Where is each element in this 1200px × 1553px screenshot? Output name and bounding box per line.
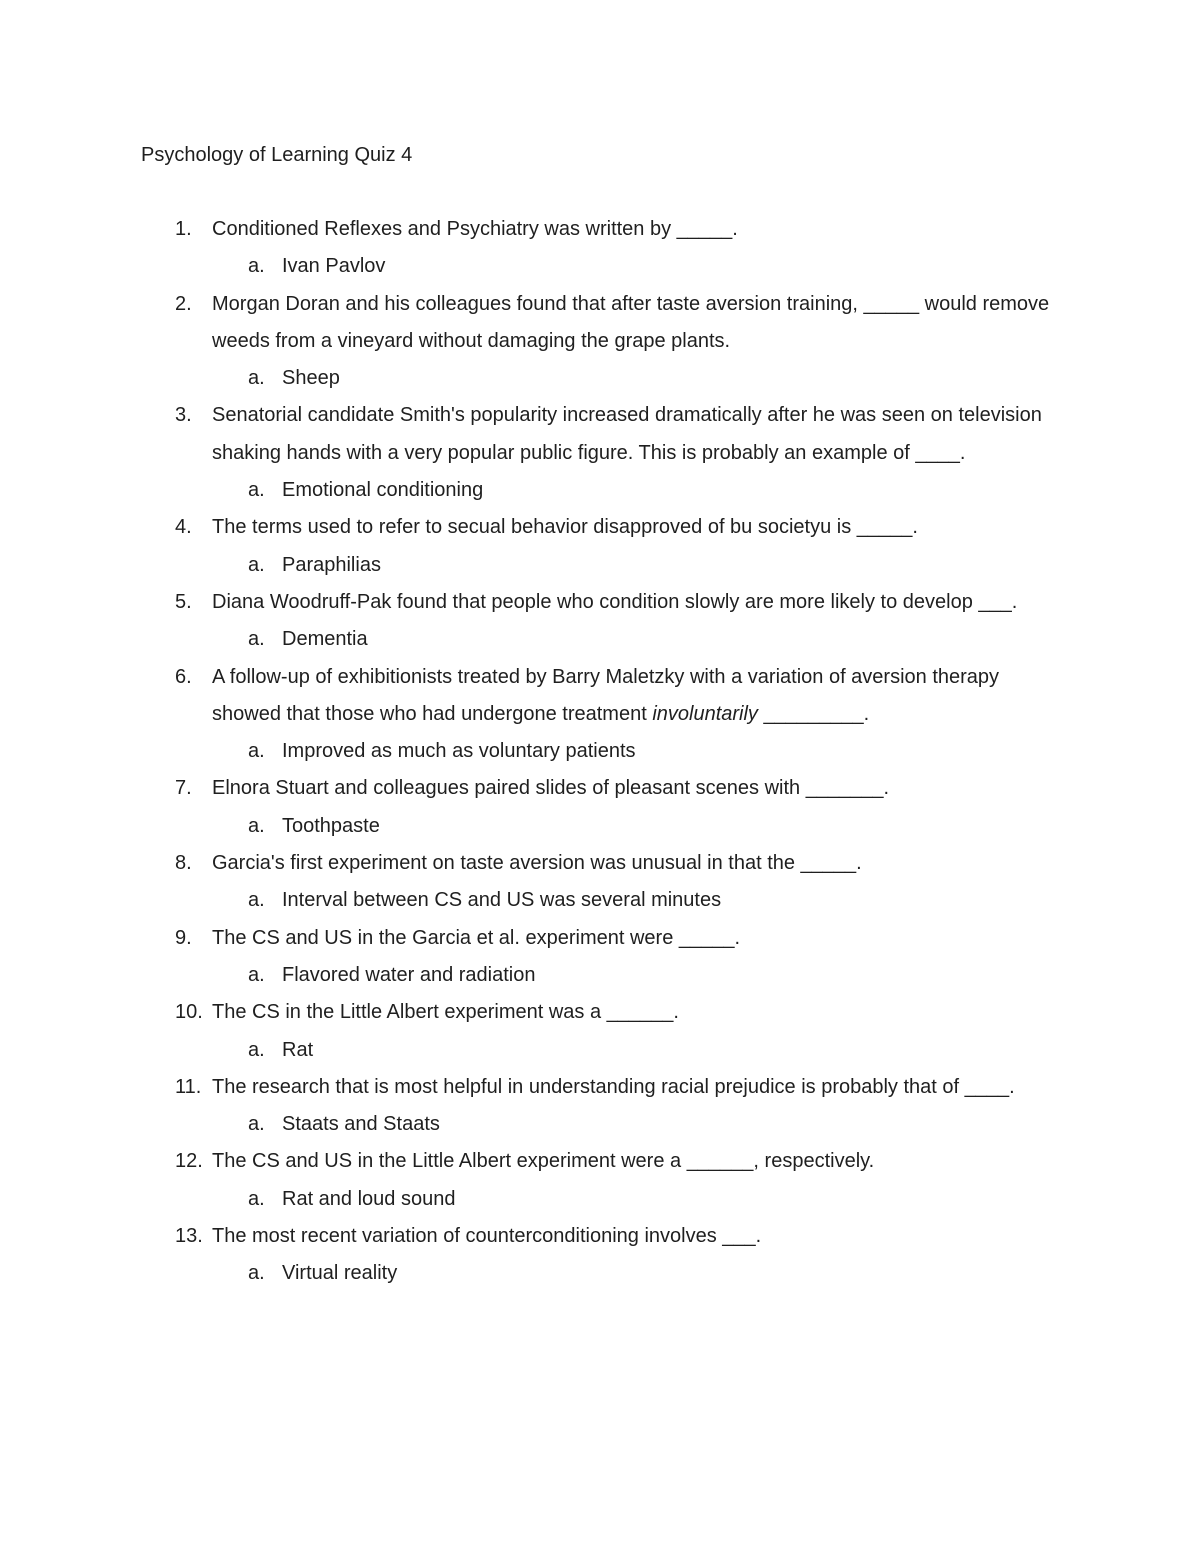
answer-label: a. [248,553,265,576]
answer-label: a. [248,1038,265,1061]
question-text-emphasis: involuntarily [652,702,758,725]
answer-text: Dementia [282,628,368,651]
question-row [0,509,1052,546]
question-text: Morgan Doran and his colleagues found that after taste aversion training, _____ would remove weeds from a vineyard without damaging the grape plants. [212,292,1050,352]
answer-label: a. [248,814,265,837]
question-number: 5. [175,590,192,613]
question-item [0,1218,1200,1293]
question-number: 8. [175,852,192,875]
question-row [0,845,1052,882]
question-text-lead: A follow-up of exhibitionists treated by Barry Maletzky with a variation of aversion therapy showed that those who had undergone treatment [212,665,1000,725]
answer-row [0,472,1200,509]
question-item [0,770,1200,845]
answer-label: a. [248,740,265,763]
question-text: The CS in the Little Albert experiment was a ______. [212,1001,679,1024]
question-text: The CS and US in the Garcia et al. experiment were _____. [212,926,741,949]
answer-label: a. [248,255,265,278]
answer-row [0,1106,1200,1143]
answer-row [0,248,1200,285]
question-list [0,211,1200,1293]
question-item [0,659,1200,771]
question-row [0,920,1052,957]
answer-text: Toothpaste [282,814,380,837]
question-text: Conditioned Reflexes and Psychiatry was written by _____. [212,218,738,240]
answer-row [0,621,1200,658]
question-number: 9. [175,926,192,949]
question-text: Diana Woodruff-Pak found that people who condition slowly are more likely to develop ___. [212,590,1018,613]
answer-row [0,882,1200,919]
question-number: 1. [175,218,192,240]
question-row [0,1143,1052,1180]
question-row [0,397,1052,472]
answer-row [0,1255,1200,1292]
question-number: 10. [175,1001,203,1024]
question-item [0,211,1200,286]
answer-text: Virtual reality [282,1262,398,1285]
document-title: Psychology of Learning Quiz 4 [141,144,413,166]
question-number: 11. [175,1075,202,1098]
answer-row [0,1181,1200,1218]
answer-label: a. [248,963,265,986]
question-number: 3. [175,404,192,427]
answer-row [0,1032,1200,1069]
question-item [0,286,1200,398]
question-row [0,1218,1052,1255]
question-row [0,1069,1052,1106]
question-number: 12. [175,1150,203,1173]
question-number: 7. [175,777,192,800]
question-text: The most recent variation of counterconditioning involves ___. [212,1225,762,1248]
question-row [0,994,1052,1031]
question-item [0,920,1200,995]
question-item [0,994,1200,1069]
question-text-tail: _________. [757,702,870,725]
answer-text: Ivan Pavlov [282,255,386,278]
question-text: The CS and US in the Little Albert experiment were a ______, respectively. [212,1150,875,1173]
question-row [0,770,1052,807]
question-row [0,659,1052,734]
answer-text: Paraphilias [282,553,381,576]
answer-row [0,808,1200,845]
answer-row [0,547,1200,584]
answer-text: Staats and Staats [282,1113,440,1136]
question-text: Senatorial candidate Smith's popularity increased dramatically after he was seen on television shaking hands with a very popular public figure. This is probably an example of ____. [212,404,1042,464]
question-number: 6. [175,665,192,688]
question-text: The terms used to refer to secual behavior disapproved of bu societyu is _____. [212,516,918,539]
answer-row [0,733,1200,770]
question-item [0,397,1200,509]
answer-row [0,360,1200,397]
answer-label: a. [248,367,265,390]
question-text [212,659,1052,734]
question-item [0,1069,1200,1144]
answer-text: Sheep [282,367,340,390]
answer-text: Interval between CS and US was several minutes [282,889,722,912]
answer-text: Flavored water and radiation [282,963,536,986]
answer-text: Rat [282,1038,314,1061]
answer-label: a. [248,479,265,502]
question-text: Elnora Stuart and colleagues paired slides of pleasant scenes with _______. [212,777,890,800]
question-number: 2. [175,292,192,315]
question-number: 4. [175,516,192,539]
question-text: The research that is most helpful in understanding racial prejudice is probably that of ____. [212,1075,1015,1098]
question-item [0,845,1200,920]
answer-row [0,957,1200,994]
question-text: Garcia's first experiment on taste aversion was unusual in that the _____. [212,852,862,875]
question-row [0,286,1052,361]
answer-label: a. [248,1113,265,1136]
question-item [0,1143,1200,1218]
answer-label: a. [248,1262,265,1285]
question-row [0,584,1052,621]
answer-text: Rat and loud sound [282,1187,456,1210]
question-row [0,211,1052,248]
answer-label: a. [248,889,265,912]
answer-text: Emotional conditioning [282,479,484,502]
question-item [0,584,1200,659]
question-number: 13. [175,1225,203,1248]
answer-text: Improved as much as voluntary patients [282,740,636,763]
answer-label: a. [248,1187,265,1210]
question-item [0,509,1200,584]
answer-label: a. [248,628,265,651]
